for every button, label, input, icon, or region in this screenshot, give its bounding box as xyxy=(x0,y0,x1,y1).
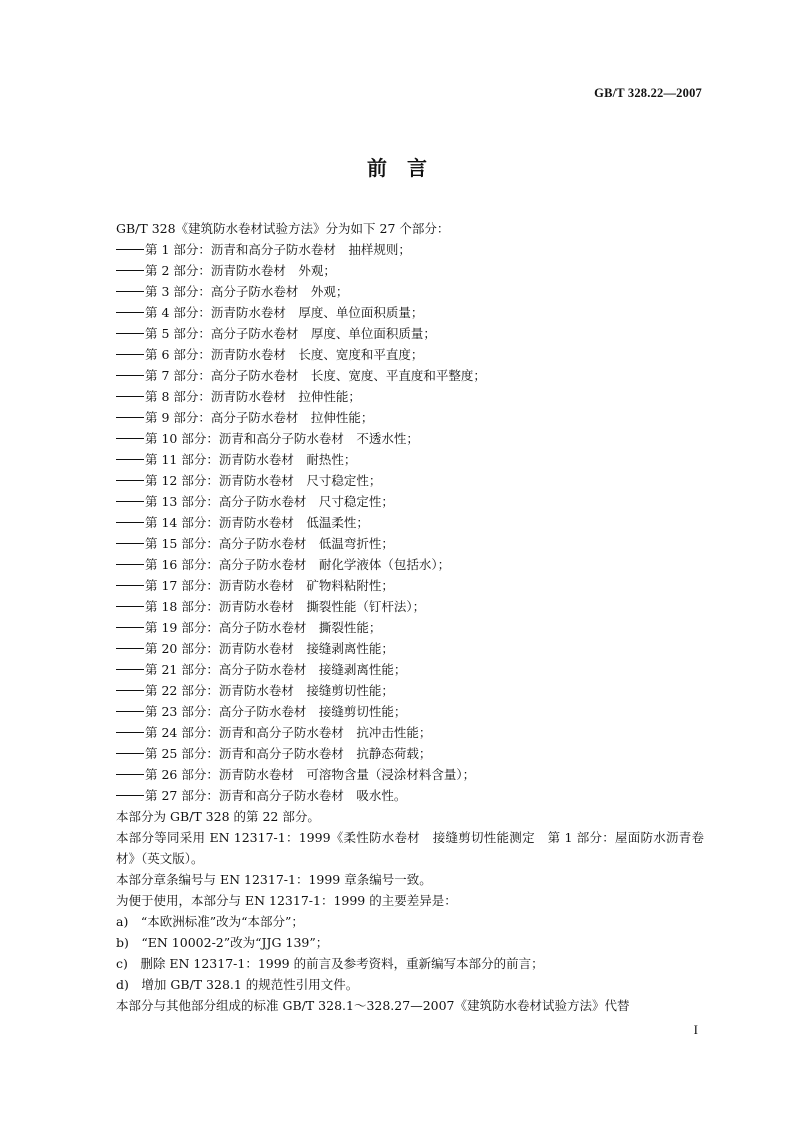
list-item: 第 14 部分：沥青防水卷材 低温柔性； xyxy=(90,512,704,533)
list-item: 第 6 部分：沥青防水卷材 长度、宽度和平直度； xyxy=(90,344,704,365)
list-item: 第 20 部分：沥青防水卷材 接缝剥离性能； xyxy=(90,638,704,659)
dash-mark xyxy=(116,522,144,523)
replacement-paragraph: 本部分与其他部分组成的标准 GB/T 328.1～328.27—2007《建筑防水卷材试验方法》代替 xyxy=(116,998,630,1013)
list-item: 第 23 部分：高分子防水卷材 接缝剪切性能； xyxy=(90,701,704,722)
dash-mark xyxy=(116,564,144,565)
dash-mark xyxy=(116,669,144,670)
differences-list xyxy=(90,911,704,995)
list-item: 第 27 部分：沥青和高分子防水卷材 吸水性。 xyxy=(90,785,704,806)
list-item: 第 22 部分：沥青防水卷材 接缝剪切性能； xyxy=(90,680,704,701)
list-item: 第 8 部分：沥青防水卷材 拉伸性能； xyxy=(90,386,704,407)
dash-mark xyxy=(116,648,144,649)
dash-mark xyxy=(116,375,144,376)
list-item: 第 10 部分：沥青和高分子防水卷材 不透水性； xyxy=(90,428,704,449)
dash-mark xyxy=(116,333,144,334)
dash-mark xyxy=(116,501,144,502)
dash-mark xyxy=(116,249,144,250)
list-item: 第 18 部分：沥青防水卷材 撕裂性能（钉杆法）； xyxy=(90,596,704,617)
list-item: 第 25 部分：沥青和高分子防水卷材 抗静态荷载； xyxy=(90,743,704,764)
standard-code: GB/T 328.22—2007 xyxy=(594,86,702,100)
list-item: 第 4 部分：沥青防水卷材 厚度、单位面积质量； xyxy=(90,302,704,323)
list-item: 第 9 部分：高分子防水卷材 拉伸性能； xyxy=(90,407,704,428)
list-item: 第 21 部分：高分子防水卷材 接缝剥离性能； xyxy=(90,659,704,680)
list-item: 第 1 部分：沥青和高分子防水卷材 抽样规则； xyxy=(90,239,704,260)
list-item: 第 19 部分：高分子防水卷材 撕裂性能； xyxy=(90,617,704,638)
dash-mark xyxy=(116,585,144,586)
dash-mark xyxy=(116,438,144,439)
dash-mark xyxy=(116,396,144,397)
list-item: 第 5 部分：高分子防水卷材 厚度、单位面积质量； xyxy=(90,323,704,344)
list-item: 第 7 部分：高分子防水卷材 长度、宽度、平直度和平整度； xyxy=(90,365,704,386)
list-item: 第 26 部分：沥青防水卷材 可溶物含量（浸涂材料含量）； xyxy=(90,764,704,785)
page-number: I xyxy=(693,1022,698,1037)
list-item: d) 增加 GB/T 328.1 的规范性引用文件。 xyxy=(116,977,359,992)
list-item: 第 16 部分：高分子防水卷材 耐化学液体（包括水）； xyxy=(90,554,704,575)
list-item: 第 11 部分：沥青防水卷材 耐热性； xyxy=(90,449,704,470)
list-item: b) “EN 10002-2”改为“JJG 139”； xyxy=(116,935,329,950)
list-item: 第 13 部分：高分子防水卷材 尺寸稳定性； xyxy=(90,491,704,512)
dash-mark xyxy=(116,480,144,481)
list-item: 第 24 部分：沥青和高分子防水卷材 抗冲击性能； xyxy=(90,722,704,743)
dash-mark xyxy=(116,753,144,754)
differences-intro: 为便于使用，本部分与 EN 12317-1：1999 的主要差异是： xyxy=(116,893,457,908)
list-item: c) 删除 EN 12317-1：1999 的前言及参考资料，重新编写本部分的前言； xyxy=(116,956,544,971)
dash-mark xyxy=(116,606,144,607)
list-item: 第 3 部分：高分子防水卷材 外观； xyxy=(90,281,704,302)
list-item: 第 17 部分：沥青防水卷材 矿物料粘附性； xyxy=(90,575,704,596)
list-item: 第 12 部分：沥青防水卷材 尺寸稳定性； xyxy=(90,470,704,491)
dash-mark xyxy=(116,774,144,775)
adoption-paragraph: 本部分等同采用 EN 12317-1：1999《柔性防水卷材 接缝剪切性能测定 第 1 部分：屋面防水沥青卷材》（英文版）。 xyxy=(116,830,704,866)
dash-mark xyxy=(116,711,144,712)
list-item: a) “本欧洲标准”改为“本部分”； xyxy=(116,914,304,929)
dash-mark xyxy=(116,732,144,733)
dash-mark xyxy=(116,690,144,691)
dash-mark xyxy=(116,417,144,418)
part-number-paragraph: 本部分为 GB/T 328 的第 22 部分。 xyxy=(116,809,320,824)
parts-list xyxy=(90,239,704,806)
dash-mark xyxy=(116,312,144,313)
list-item: 第 15 部分：高分子防水卷材 低温弯折性； xyxy=(90,533,704,554)
intro-paragraph: GB/T 328《建筑防水卷材试验方法》分为如下 27 个部分： xyxy=(116,221,450,236)
numbering-paragraph: 本部分章条编号与 EN 12317-1：1999 章条编号一致。 xyxy=(116,872,432,887)
document-body xyxy=(90,218,704,1016)
dash-mark xyxy=(116,627,144,628)
dash-mark xyxy=(116,543,144,544)
dash-mark xyxy=(116,795,144,796)
list-item: 第 2 部分：沥青防水卷材 外观； xyxy=(90,260,704,281)
dash-mark xyxy=(116,459,144,460)
dash-mark xyxy=(116,291,144,292)
page-title: 前 言 xyxy=(367,156,427,180)
dash-mark xyxy=(116,354,144,355)
dash-mark xyxy=(116,270,144,271)
